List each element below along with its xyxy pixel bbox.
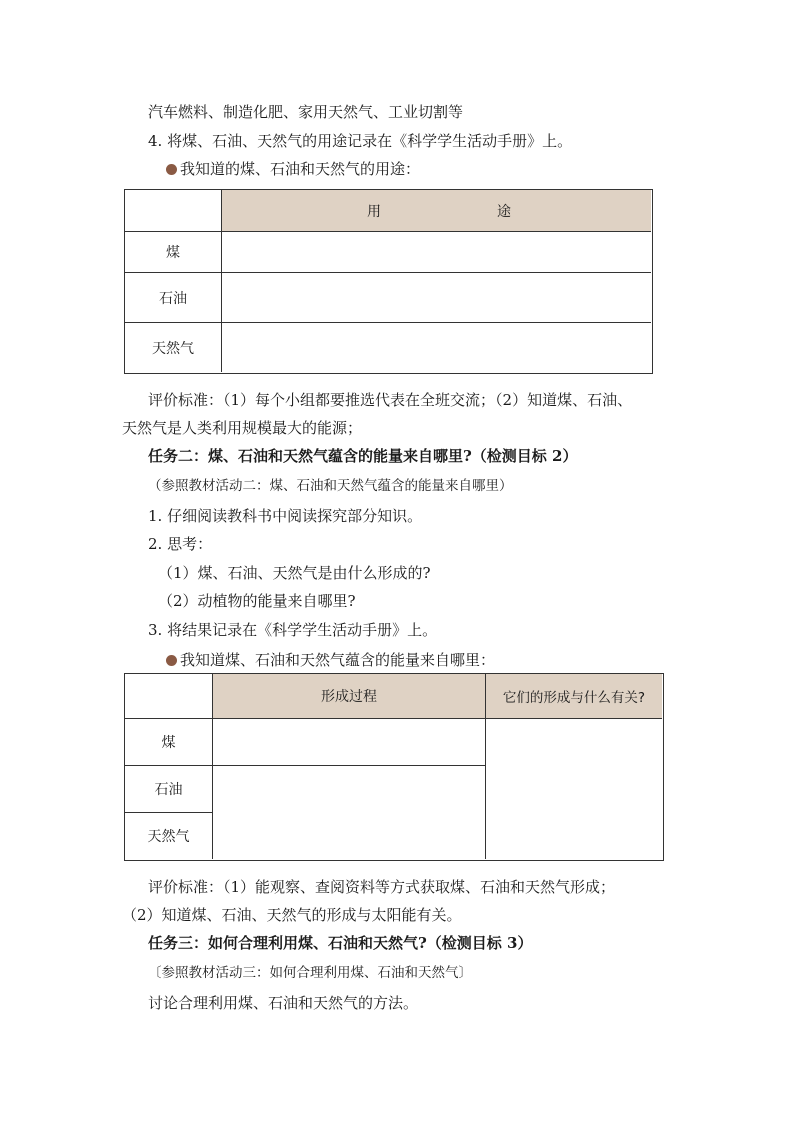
uses-row-cell[interactable] <box>222 232 651 273</box>
task-2-step-1: 1. 仔细阅读教科书中阅读探究部分知识。 <box>148 507 423 525</box>
evaluation-1-line-1: 评价标准：（1）每个小组都要推选代表在全班交流；（2）知道煤、石油、 <box>148 391 633 409</box>
task-2-title: 任务二：煤、石油和天然气蕴含的能量来自哪里?（检测目标 2） <box>148 447 578 465</box>
uses-table-header <box>222 190 651 232</box>
step-4-text: 4. 将煤、石油、天然气的用途记录在《科学学生活动手册》上。 <box>148 132 573 150</box>
task-3-reference: 〔参照教材活动三：如何合理利用煤、石油和天然气〕 <box>148 965 472 981</box>
energy-row-label: 煤 <box>125 719 213 766</box>
uses-row-label: 煤 <box>125 232 222 273</box>
task-2-question-1: （1）煤、石油、天然气是由什么形成的? <box>158 564 431 582</box>
uses-table <box>124 189 653 374</box>
task-3-discussion: 讨论合理利用煤、石油和天然气的方法。 <box>148 994 419 1012</box>
energy-table-corner-cell <box>125 674 213 719</box>
formation-process-header: 形成过程 <box>213 674 486 719</box>
uses-table-corner-cell <box>125 190 222 232</box>
energy-row-label: 石油 <box>125 766 213 813</box>
formation-related-cell[interactable] <box>486 719 662 859</box>
task-2-step-2: 2. 思考： <box>148 535 213 553</box>
bullet-dot-icon <box>166 655 177 666</box>
uses-row-label: 天然气 <box>125 323 222 372</box>
uses-row-cell[interactable] <box>222 273 651 323</box>
uses-header-char-2: 途 <box>497 203 511 220</box>
evaluation-1-line-2: 天然气是人类利用规模最大的能源； <box>122 419 363 437</box>
table1-caption-text: 我知道的煤、石油和天然气的用途： <box>180 160 421 178</box>
uses-header-char-1: 用 <box>367 203 381 220</box>
formation-related-header: 它们的形成与什么有关? <box>486 674 662 719</box>
task-3-title: 任务三：如何合理利用煤、石油和天然气?（检测目标 3） <box>148 934 533 952</box>
task-2-reference: （参照教材活动二：煤、石油和天然气蕴含的能量来自哪里） <box>148 478 513 494</box>
task-2-step-3: 3. 将结果记录在《科学学生活动手册》上。 <box>148 621 438 639</box>
evaluation-2-line-2: （2）知道煤、石油、天然气的形成与太阳能有关。 <box>122 906 462 924</box>
formation-process-cell[interactable] <box>213 766 486 859</box>
evaluation-2-line-1: 评价标准：（1）能观察、查阅资料等方式获取煤、石油和天然气形成； <box>148 878 616 896</box>
energy-source-table <box>124 673 664 861</box>
table2-caption-text: 我知道煤、石油和天然气蕴含的能量来自哪里： <box>180 651 496 669</box>
energy-row-label: 天然气 <box>125 813 213 859</box>
table1-caption <box>166 159 420 179</box>
bullet-dot-icon <box>166 164 177 175</box>
uses-row-cell[interactable] <box>222 323 651 372</box>
task-2-question-2: （2）动植物的能量来自哪里? <box>158 592 356 610</box>
formation-process-cell[interactable] <box>213 719 486 766</box>
table2-caption <box>166 650 495 670</box>
uses-row-label: 石油 <box>125 273 222 323</box>
usage-examples-text: 汽车燃料、制造化肥、家用天然气、工业切割等 <box>148 103 464 121</box>
